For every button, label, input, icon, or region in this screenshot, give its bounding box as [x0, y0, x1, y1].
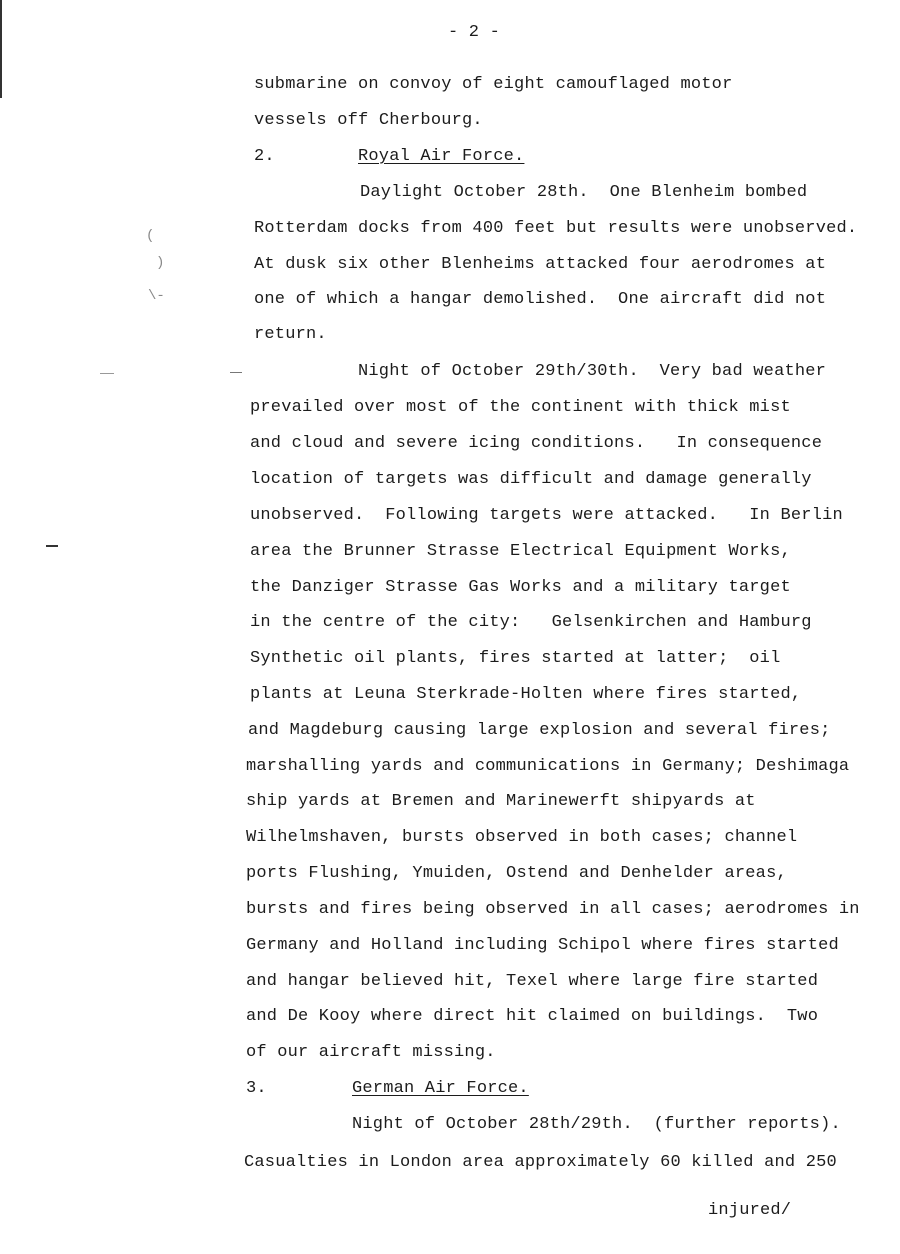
margin-speck: )	[156, 255, 165, 271]
text-line: the Danziger Strasse Gas Works and a military target	[250, 578, 791, 597]
text-line: Wilhelmshaven, bursts observed in both cases; channel	[246, 828, 798, 847]
text-line: vessels off Cherbourg.	[254, 111, 483, 130]
text-line: one of which a hangar demolished. One aircraft did not	[254, 290, 827, 309]
text-line: Casualties in London area approximately 60 killed and 250	[244, 1153, 837, 1172]
margin-speck: (	[146, 228, 155, 244]
text-line: unobserved. Following targets were attacked. In Berlin	[250, 506, 843, 525]
text-line: ports Flushing, Ymuiden, Ostend and Denhelder areas,	[246, 864, 787, 883]
text-line: Night of October 28th/29th. (further reports).	[352, 1115, 841, 1134]
text-line: submarine on convoy of eight camouflaged motor	[254, 75, 733, 94]
margin-dash	[46, 545, 58, 547]
section-heading: German Air Force.	[352, 1079, 529, 1098]
text-line: Night of October 29th/30th. Very bad weather	[358, 362, 827, 381]
text-line: bursts and fires being observed in all cases; aerodromes in	[246, 900, 860, 919]
margin-dash	[230, 372, 242, 373]
text-line: of our aircraft missing.	[246, 1043, 496, 1062]
left-edge-mark	[0, 0, 2, 98]
text-line: and hangar believed hit, Texel where large fire started	[246, 972, 819, 991]
text-line: Rotterdam docks from 400 feet but results were unobserved.	[254, 219, 858, 238]
text-line: ship yards at Bremen and Marinewerft shipyards at	[246, 792, 756, 811]
text-line: and Magdeburg causing large explosion and several fires;	[248, 721, 831, 740]
section-heading: Royal Air Force.	[358, 147, 525, 166]
text-line: marshalling yards and communications in Germany; Deshimaga	[246, 757, 850, 776]
text-line: prevailed over most of the continent with thick mist	[250, 398, 791, 417]
text-line: Synthetic oil plants, fires started at latter; oil	[250, 649, 781, 668]
margin-dash	[100, 373, 114, 374]
text-line: At dusk six other Blenheims attacked four aerodromes at	[254, 255, 827, 274]
text-line: Germany and Holland including Schipol where fires started	[246, 936, 839, 955]
text-line: return.	[254, 325, 327, 344]
text-line: and cloud and severe icing conditions. In consequence	[250, 434, 823, 453]
text-line: and De Kooy where direct hit claimed on buildings. Two	[246, 1007, 819, 1026]
section-number: 3.	[246, 1079, 267, 1098]
text-line: in the centre of the city: Gelsenkirchen and Hamburg	[250, 613, 812, 632]
margin-speck: \-	[148, 288, 165, 304]
catchword: injured/	[708, 1201, 792, 1220]
text-line: location of targets was difficult and damage generally	[250, 470, 812, 489]
text-line: plants at Leuna Sterkrade-Holten where fires started,	[250, 685, 802, 704]
text-line: area the Brunner Strasse Electrical Equipment Works,	[250, 542, 791, 561]
text-line: Daylight October 28th. One Blenheim bombed	[360, 183, 808, 202]
page-number: - 2 -	[448, 23, 501, 42]
section-number: 2.	[254, 147, 275, 166]
